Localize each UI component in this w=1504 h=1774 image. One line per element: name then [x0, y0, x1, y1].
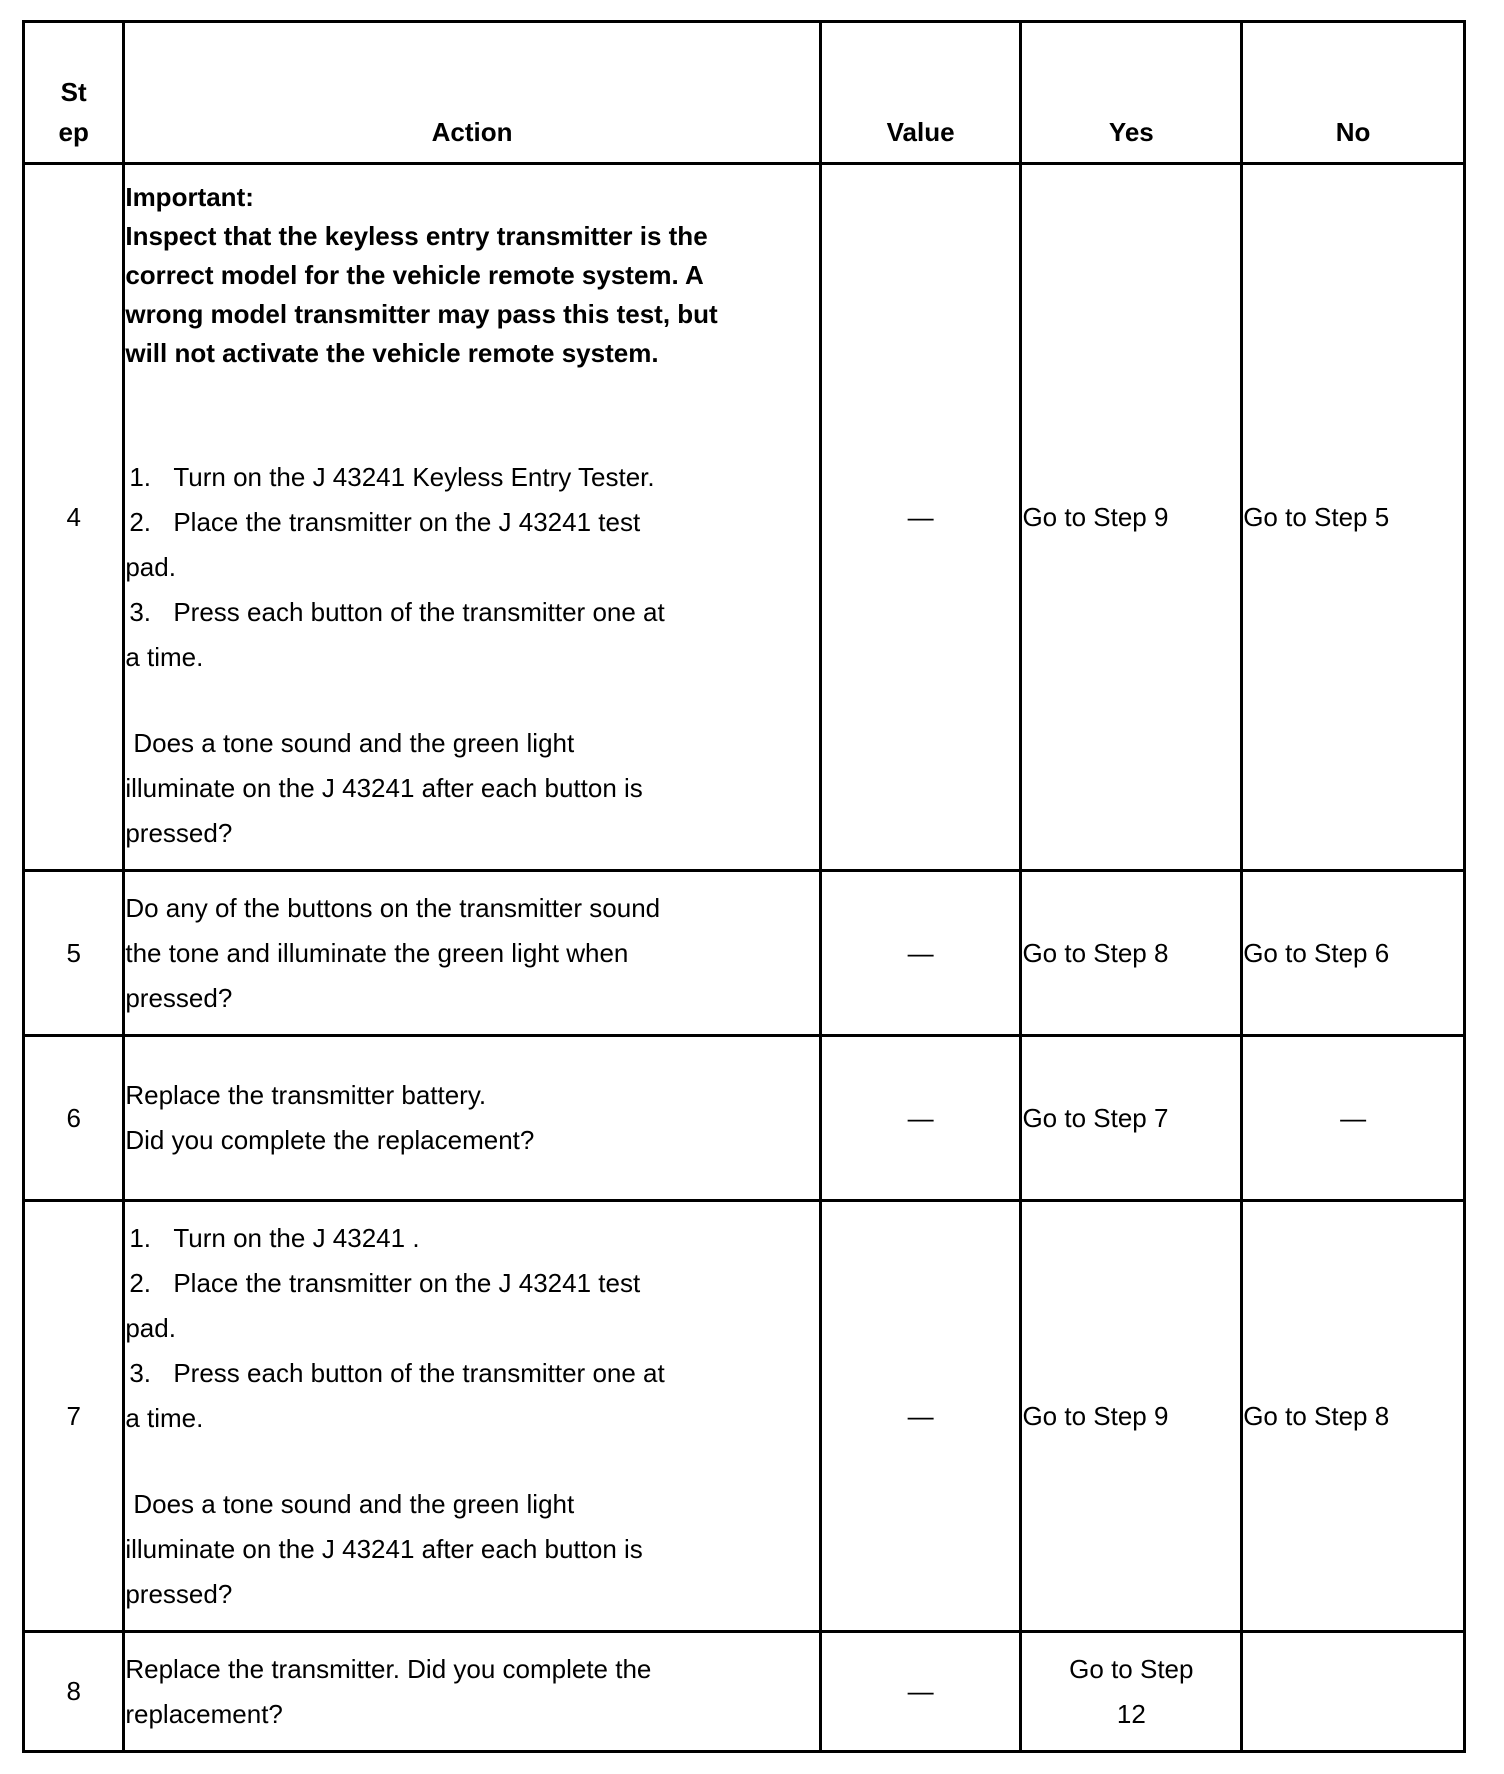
step-number: 8 [24, 1632, 124, 1752]
header-row [24, 22, 1465, 164]
list-item-continuation: a time. [125, 642, 204, 672]
table-row-step-7 [24, 1201, 1465, 1632]
step-number: 5 [24, 871, 124, 1036]
important-text-line: wrong model transmitter may pass this test, but [125, 299, 718, 329]
question-text: Does a tone sound and the green light illuminate on the J 43241 after each button is pressed? [125, 728, 643, 848]
important-text-line: will not activate the vehicle remote system. [125, 338, 659, 368]
list-item: 3. Press each button of the transmitter one at [129, 597, 665, 627]
value-cell: — [820, 1036, 1021, 1201]
list-item: 1. Turn on the J 43241 Keyless Entry Tester. [129, 462, 655, 492]
list-item-continuation: a time. [125, 1402, 204, 1433]
header-step [24, 22, 124, 164]
no-cell: Go to Step 5 [1242, 164, 1465, 871]
table-row-step-4 [24, 164, 1465, 871]
procedure-list [125, 455, 818, 680]
list-item: 2. Place the transmitter on the J 43241 test [129, 1267, 641, 1298]
value-cell: — [820, 871, 1021, 1036]
action-cell: Replace the transmitter battery. Did you complete the replacement? [124, 1036, 820, 1201]
header-step-line2: ep [58, 117, 89, 147]
table-row-step-5 [24, 871, 1465, 1036]
value-cell: — [820, 1201, 1021, 1632]
diagnostic-table [22, 20, 1466, 1753]
question-text: Does a tone sound and the green light illuminate on the J 43241 after each button is pressed? [125, 1488, 643, 1609]
procedure-list [125, 1216, 818, 1441]
list-item: 1. Turn on the J 43241 . [129, 1222, 420, 1253]
header-action: Action [124, 22, 820, 164]
important-label: Important: [125, 182, 254, 212]
header-step-line1: St [60, 77, 87, 107]
step-number: 7 [24, 1201, 124, 1632]
table-row-step-8 [24, 1632, 1465, 1752]
header-no: No [1242, 22, 1465, 164]
list-item: 3. Press each button of the transmitter one at [129, 1357, 665, 1388]
header-value: Value [820, 22, 1021, 164]
no-cell: Go to Step 6 [1242, 871, 1465, 1036]
action-cell [124, 164, 820, 871]
action-cell: Replace the transmitter. Did you complete the replacement? [124, 1632, 820, 1752]
table-row-step-6 [24, 1036, 1465, 1201]
step-number: 6 [24, 1036, 124, 1201]
yes-cell: Go to Step 7 [1021, 1036, 1242, 1201]
important-text-line: correct model for the vehicle remote system. A [125, 260, 704, 290]
no-cell: Go to Step 8 [1242, 1201, 1465, 1632]
yes-cell: Go to Step 9 [1021, 164, 1242, 871]
list-item-continuation: pad. [125, 1312, 176, 1343]
yes-cell: Go to Step 12 [1021, 1632, 1242, 1752]
step-number: 4 [24, 164, 124, 871]
yes-cell: Go to Step 9 [1021, 1201, 1242, 1632]
action-cell [124, 1201, 820, 1632]
list-item: 2. Place the transmitter on the J 43241 test [129, 507, 641, 537]
important-note [125, 178, 818, 373]
action-cell: Do any of the buttons on the transmitter sound the tone and illuminate the green light when pressed? [124, 871, 820, 1036]
no-cell [1242, 1632, 1465, 1752]
no-cell: — [1242, 1036, 1465, 1201]
header-yes: Yes [1021, 22, 1242, 164]
list-item-continuation: pad. [125, 552, 176, 582]
important-text-line: Inspect that the keyless entry transmitter is the [125, 221, 708, 251]
yes-cell: Go to Step 8 [1021, 871, 1242, 1036]
value-cell: — [820, 164, 1021, 871]
value-cell: — [820, 1632, 1021, 1752]
